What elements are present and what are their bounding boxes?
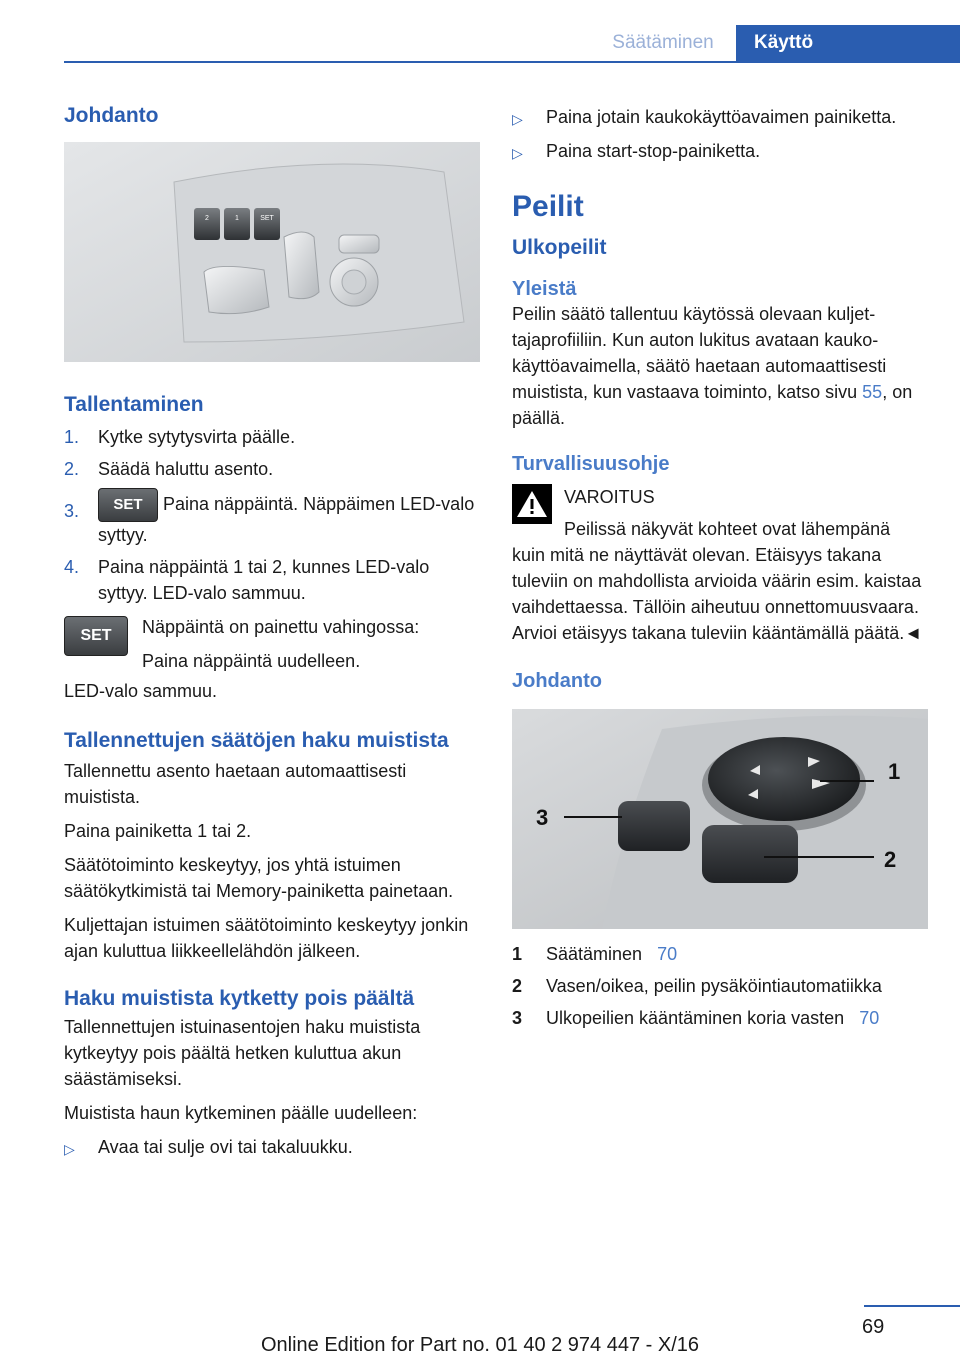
off-bullet-list [64, 1134, 480, 1162]
page-link-70[interactable]: 70 [859, 1008, 880, 1028]
yleista-text: Peilin säätö tallentuu käytössä olevaan kuljettajaprofiiliin. Kun auton lukitus avataan kaukokäyttöavaimella, säätö haetaan automaattisesti muistista, kun vastaava toiminto, katso sivu [512, 304, 887, 402]
ulkopeilit-heading: Ulkopeilit [512, 236, 607, 259]
store-steps-list [64, 424, 480, 606]
step-number: 2. [64, 459, 80, 479]
list-item [512, 104, 928, 132]
list-item [512, 138, 928, 166]
johdanto-heading: Johdanto [512, 670, 602, 692]
peilit-heading: Peilit [512, 190, 584, 223]
warning-title: VAROITUS [564, 487, 655, 507]
callout-2: 2 [884, 847, 897, 872]
legend-text: Säätäminen [546, 944, 643, 964]
tallentaminen-heading: Tallentaminen [64, 393, 204, 416]
recall-paragraph-1: Tallennettu asento haetaan automaattisesti muistista. [64, 761, 407, 807]
footer-edition: Online Edition for Part no. 01 40 2 974 447 - X/16 [260, 1334, 700, 1356]
set-button-icon: SET [98, 488, 158, 522]
left-column [64, 100, 480, 1168]
list-item [64, 488, 480, 548]
seat-memory-2-label: 2 [205, 215, 209, 222]
step-text: Kytke sytytysvirta päälle. [98, 427, 296, 447]
list-item [512, 941, 928, 967]
seat-controls-figure [64, 142, 480, 362]
seat-set-label: SET [260, 215, 274, 222]
yleista-paragraph [512, 301, 928, 431]
callout-1: 1 [888, 759, 901, 784]
list-item [512, 1005, 928, 1031]
note-accidental-press [64, 614, 480, 674]
recall-paragraph-4: Kuljettajan istuimen säätötoiminto keskeytyy jonkin ajan kuluttua liikkeellelähdön jälkeen. [64, 915, 469, 961]
mirror-legend [512, 941, 928, 1031]
warning-block [512, 484, 928, 542]
off-paragraph-1: Tallennettujen istuinasentojen haku muistista kytkeytyy pois päältä hetken kuluttua akun säästämiseksi. [64, 1017, 421, 1089]
step-number: 3. [64, 501, 80, 521]
turvallisuusohje-heading: Turvallisuusohje [512, 453, 670, 475]
list-item [64, 1134, 480, 1162]
seat-controls-illustration [64, 142, 480, 362]
mirror-controls-figure [512, 709, 928, 929]
list-item [64, 424, 480, 450]
off-paragraph-2: Muistista haun kytkeminen päälle uudelleen: [64, 1103, 418, 1123]
list-item [512, 973, 928, 999]
yleista-text-end: , on päällä. [512, 382, 913, 428]
set-button-icon: SET [64, 616, 128, 656]
bullet-text: Avaa tai sulje ovi tai takaluukku. [98, 1137, 353, 1157]
warning-triangle-icon [512, 484, 552, 542]
header-tab-kaytto[interactable]: Käyttö [736, 25, 960, 61]
page-link-70[interactable]: 70 [657, 944, 678, 964]
intro-heading: Johdanto [64, 104, 159, 127]
callout-3: 3 [536, 805, 549, 830]
legend-text: Ulkopeilien kääntäminen koria vasten [546, 1008, 845, 1028]
step-number: 4. [64, 557, 80, 577]
step-text: Paina näppäintä. Näppäimen LED-valo syttyy. [98, 493, 475, 545]
note-line-1: Näppäintä on painettu vahingossa: [142, 617, 420, 637]
list-item [64, 554, 480, 606]
warning-line-1: Peilissä näkyvät kohteet ovat lähempänä [564, 519, 891, 539]
step-text: Säädä haluttu asento. [98, 459, 274, 479]
bullet-triangle-icon: ▷ [64, 1141, 75, 1157]
recall-off-heading: Haku muistista kytketty pois päältä [64, 987, 415, 1010]
list-item [64, 456, 480, 482]
step-number: 1. [64, 427, 80, 447]
legend-key: 2 [512, 976, 523, 996]
step-text: Paina näppäintä 1 tai 2, kunnes LED-valo syttyy. LED-valo sammuu. [98, 557, 430, 603]
note-after: LED-valo sammuu. [64, 681, 218, 701]
bullet-text: Paina start-stop-painiketta. [546, 141, 761, 161]
recall-paragraph-3: Säätötoiminto keskeytyy, jos yhtä istuimen säätökytkimistä tai Memory-painiketta painetaan. [64, 855, 454, 901]
page-number: 69 [862, 1316, 885, 1338]
legend-text: Vasen/oikea, peilin pysäköintiautomatiikka [546, 976, 882, 996]
header-tab-saataminen[interactable]: Säätäminen [590, 25, 736, 61]
warning-text: kuin mitä ne näyttävät olevan. Etäisyys takana tuleviin on mahdollista arvioida väärin esim. kaistaa vaihdettaessa. Tällöin aiheutuu onnettomuusvaara. Arvioi etäisyys takana tuleviin kääntämällä päätä.◄ [512, 545, 923, 643]
page-link-55[interactable]: 55 [862, 382, 883, 402]
mirror-controls-illustration [512, 709, 928, 929]
recall-paragraph-2: Paina painiketta 1 tai 2. [64, 821, 252, 841]
right-column [512, 104, 928, 1037]
bullet-text: Paina jotain kaukokäyttöavaimen painiketta. [546, 107, 897, 127]
bullet-triangle-icon: ▷ [512, 111, 523, 127]
footer-rule [864, 1305, 960, 1307]
header-rule [64, 61, 960, 63]
recall-heading: Tallennettujen säätöjen haku muistista [64, 729, 449, 752]
yleista-heading: Yleistä [512, 278, 577, 300]
reactivate-bullet-list [512, 104, 928, 166]
seat-memory-1-label: 1 [235, 215, 239, 222]
legend-key: 1 [512, 944, 523, 964]
note-line-2: Paina näppäintä uudelleen. [142, 651, 361, 671]
legend-key: 3 [512, 1008, 523, 1028]
bullet-triangle-icon: ▷ [512, 145, 523, 161]
